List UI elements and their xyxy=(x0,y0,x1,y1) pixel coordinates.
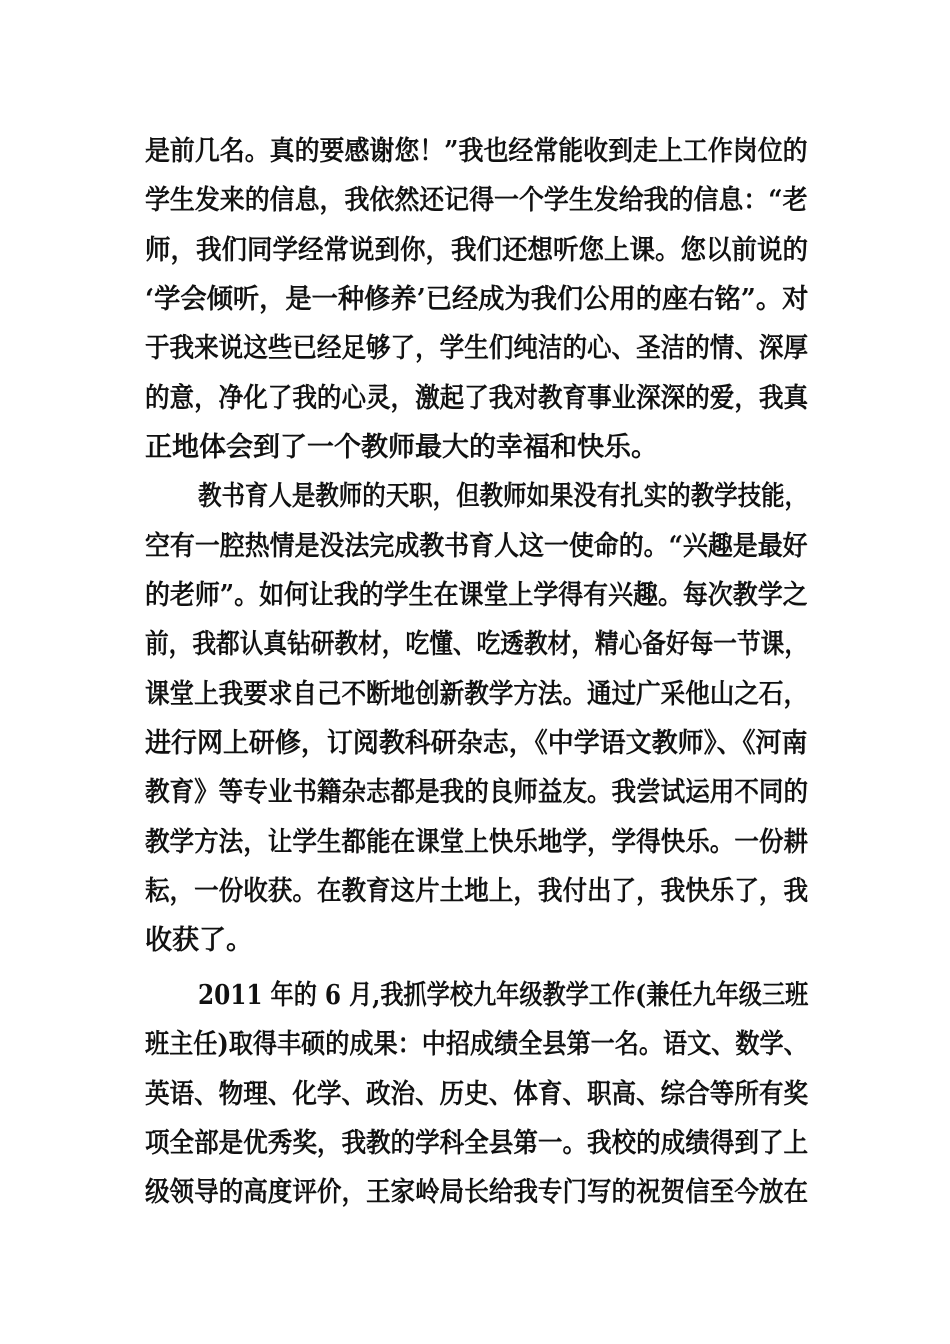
text-line: 教育》等专业书籍杂志都是我的良师益友。我尝试运用不同的 xyxy=(145,777,808,808)
text-line: 是前几名。真的要感谢您！”我也经常能收到走上工作岗位的 xyxy=(145,136,808,167)
text-line: 的老师”。如何让我的学生在课堂上学得有兴趣。每次教学之 xyxy=(145,580,808,611)
text-line: 空有一腔热情是没法完成教书育人这一使命的。“兴趣是最好 xyxy=(145,531,808,562)
text-line: 班主任)取得丰硕的成果：中招成绩全县第一名。语文、数学、 xyxy=(145,1029,808,1060)
text-line: 师，我们同学经常说到你，我们还想听您上课。您以前说的 xyxy=(145,235,808,266)
text-line: 学生发来的信息，我依然还记得一个学生发给我的信息：“老 xyxy=(145,185,808,216)
text-line: 前，我都认真钻研教材，吃懂、吃透教材，精心备好每一节课， xyxy=(145,629,808,660)
text-line: 的意，净化了我的心灵，激起了我对教育事业深深的爱，我真 xyxy=(145,383,808,414)
text-line: 收获了。 xyxy=(145,925,253,956)
text-line: ‘学会倾听，是一种修养’已经成为我们公用的座右铭”。对 xyxy=(145,284,809,315)
text-line: 课堂上我要求自己不断地创新教学方法。通过广采他山之石， xyxy=(145,679,808,710)
text-line: 项全部是优秀奖，我教的学科全县第一。我校的成绩得到了上 xyxy=(145,1128,808,1159)
text-line: 耘，一份收获。在教育这片土地上，我付出了，我快乐了，我 xyxy=(145,876,808,907)
text-line: 级领导的高度评价，王家岭局长给我专门写的祝贺信至今放在 xyxy=(145,1177,808,1208)
text-line: 进行网上研修，订阅教科研杂志，《中学语文教师》、《河南 xyxy=(145,728,808,759)
text-line: 于我来说这些已经足够了，学生们纯洁的心、圣洁的情、深厚 xyxy=(145,333,808,364)
text-line: 正地体会到了一个教师最大的幸福和快乐。 xyxy=(145,432,658,463)
paragraph-first-line: 教书育人是教师的天职，但教师如果没有扎实的教学技能， xyxy=(198,481,808,512)
paragraph-first-line: 2011 年的 6 月,我抓学校九年级教学工作(兼任九年级三班 xyxy=(198,980,809,1011)
text-line: 教学方法，让学生都能在课堂上快乐地学，学得快乐。一份耕 xyxy=(145,827,808,858)
text-line: 英语、物理、化学、政治、历史、体育、职高、综合等所有奖 xyxy=(145,1079,808,1110)
